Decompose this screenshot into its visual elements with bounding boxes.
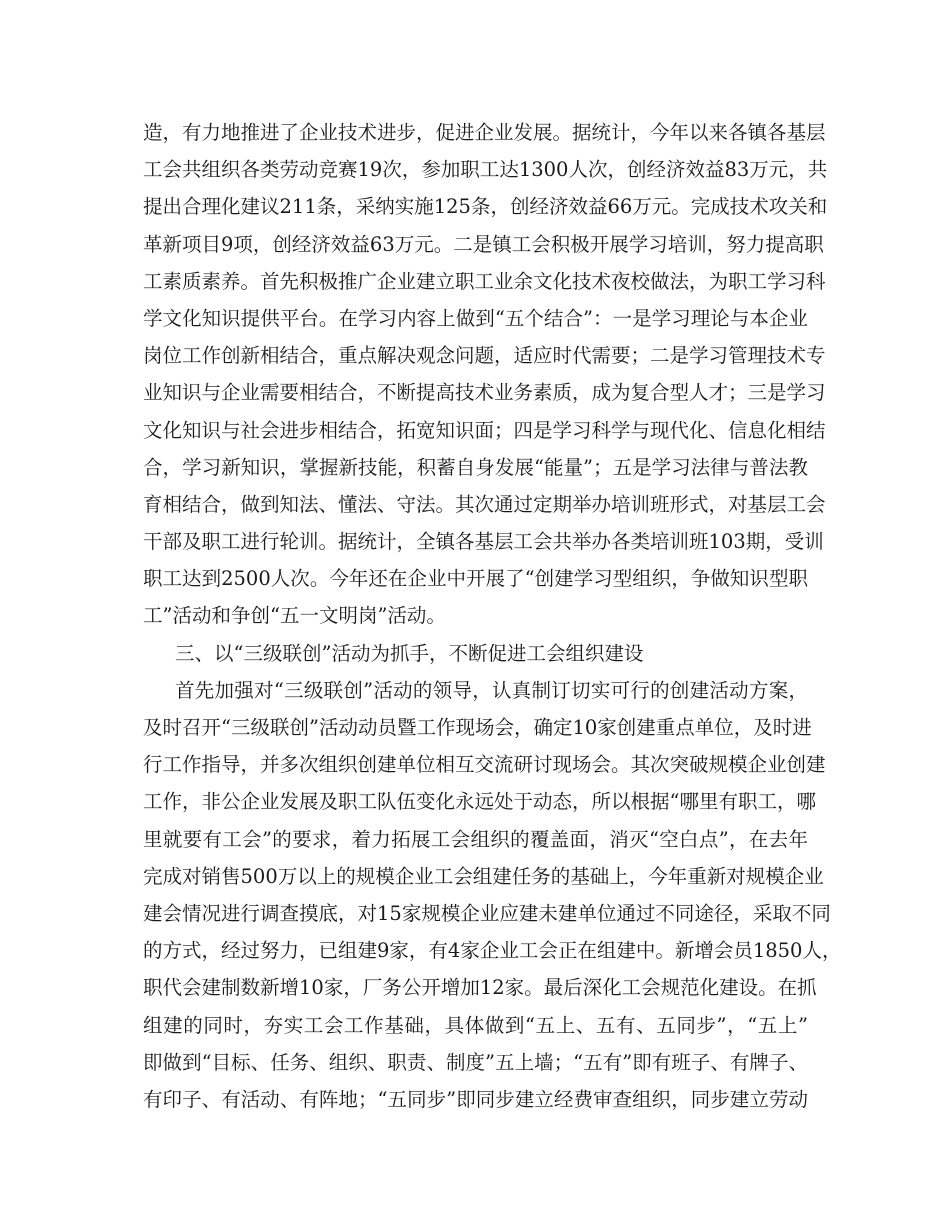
text-line: 里就要有工会”的要求，着力拓展工会组织的覆盖面，消灭“空白点”，在去年 [143, 827, 808, 851]
text-line: 首先加强对“三级联创”活动的领导，认真制订切实可行的创建活动方案， [175, 678, 808, 702]
text-line: 职工达到2500人次。今年还在企业中开展了“创建学习型组织，争做知识型职 [143, 567, 808, 591]
text-line: 行工作指导，并多次组织创建单位相互交流研讨现场会。其次突破规模企业创建 [143, 753, 826, 777]
text-line: 学文化知识提供平台。在学习内容上做到“五个结合”：一是学习理论与本企业 [143, 306, 808, 330]
text-line: 完成对销售500万以上的规模企业工会组建任务的基础上，今年重新对规模企业 [143, 864, 824, 888]
text-line: 的方式，经过努力，已组建9家，有4家企业工会正在组建中。新增会员1850人， [143, 939, 842, 963]
text-line: 工作，非公企业发展及职工队伍变化永远处于动态，所以根据“哪里有职工，哪 [143, 790, 816, 814]
text-line: 职代会建制数新增10家，厂务公开增加12家。最后深化工会规范化建设。在抓 [143, 976, 817, 1000]
text-line: 干部及职工进行轮训。据统计，全镇各基层工会共举办各类培训班103期，受训 [143, 530, 824, 554]
section-heading: 三、以“三级联创”活动为抓手，不断促进工会组织建设 [175, 641, 644, 665]
text-line: 革新项目9项，创经济效益63万元。二是镇工会积极开展学习培训，努力提高职 [143, 232, 824, 256]
text-line: 工素质素养。首先积极推广企业建立职工业余文化技术夜校做法，为职工学习科 [143, 269, 826, 293]
text-line: 及时召开“三级联创”活动动员暨工作现场会，确定10家创建重点单位，及时进 [143, 716, 812, 739]
text-line: 提出合理化建议211条，采纳实施125条，创经济效益66万元。完成技术攻关和 [143, 195, 828, 219]
text-line: 合，学习新知识，掌握新技能，积蓄自身发展“能量”；五是学习法律与普法教 [143, 455, 808, 479]
text-line: 即做到“目标、任务、组织、职责、制度”五上墙；“五有”即有班子、有牌子、 [143, 1050, 808, 1074]
text-line: 业知识与企业需要相结合，不断提高技术业务素质，成为复合型人才；三是学习 [143, 381, 826, 405]
text-line: 有印子、有活动、有阵地；“五同步”即同步建立经费审查组织，同步建立劳动 [143, 1087, 808, 1111]
text-line: 建会情况进行调查摸底，对15家规模企业应建未建单位通过不同途径，采取不同 [143, 901, 831, 925]
text-line: 组建的同时，夯实工会工作基础，具体做到“五上、五有、五同步”，“五上” [143, 1013, 808, 1037]
body-text [143, 114, 842, 1118]
text-line: 工会共组织各类劳动竞赛19次，参加职工达1300人次，创经济效益83万元，共 [143, 158, 828, 182]
text-line: 工”活动和争创“五一文明岗”活动。 [143, 604, 446, 628]
text-line: 造，有力地推进了企业技术进步，促进企业发展。据统计，今年以来各镇各基层 [143, 121, 826, 144]
text-line: 育相结合，做到知法、懂法、守法。其次通过定期举办培训班形式，对基层工会 [143, 492, 826, 516]
text-line: 文化知识与社会进步相结合，拓宽知识面；四是学习科学与现代化、信息化相结 [143, 418, 826, 442]
text-line: 岗位工作创新相结合，重点解决观念问题，适应时代需要；二是学习管理技术专 [143, 344, 826, 368]
